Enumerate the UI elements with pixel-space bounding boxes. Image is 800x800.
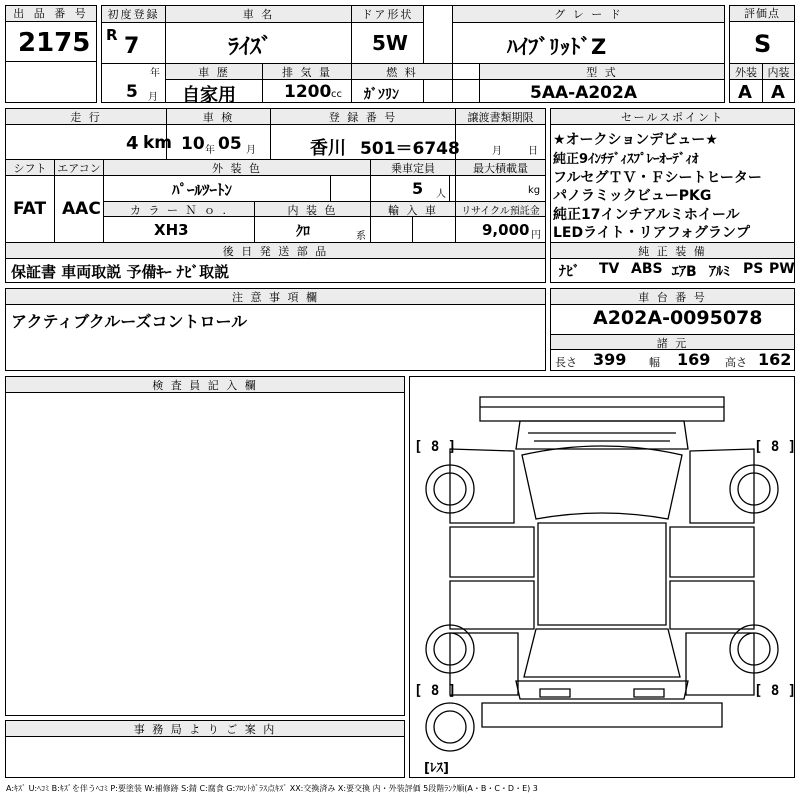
chassis-label: 車 台 番 号 <box>551 289 794 305</box>
equipment-navi: ﾅﾋﾞ <box>559 264 580 280</box>
plate-region: 香川 <box>310 138 346 159</box>
length-label: 長さ <box>555 356 577 369</box>
recycle-amount: 9,000 <box>482 221 530 239</box>
lot-number: 2175 <box>18 28 91 58</box>
import-label: 輸 入 車 <box>371 202 455 216</box>
tire-fr-depth: [ 8 ] <box>754 439 797 455</box>
notes-box <box>5 288 546 371</box>
fuel-label: 燃 料 <box>352 64 452 79</box>
era: R <box>106 26 118 44</box>
equipment-airbag: ｴｱB <box>672 264 697 280</box>
shift-label: シフト <box>6 160 54 175</box>
mileage: 4 <box>126 133 139 154</box>
door-label: ドア形状 <box>352 6 423 23</box>
sales-points-box <box>550 108 795 283</box>
mileage-unit: km <box>143 133 173 153</box>
interior-label: 内装 <box>763 64 794 79</box>
sales-point-3: フルセグＴＶ・Ｆシートヒーター <box>553 170 762 186</box>
vehicle-details-box <box>5 108 546 283</box>
inspector-box <box>5 376 405 716</box>
equipment-pw: PW <box>769 261 795 277</box>
max-load-label: 最大積載量 <box>456 160 545 175</box>
color-no: XH3 <box>154 221 189 239</box>
transfer-label: 譲渡書類期限 <box>456 109 545 125</box>
inspection-year-unit: 年 <box>205 145 215 156</box>
equipment-tv: TV <box>599 261 620 277</box>
ext-color: ﾊﾟｰﾙﾂｰﾄﾝ <box>172 181 233 199</box>
mileage-label: 走 行 <box>6 109 166 125</box>
car-name: ﾗｲｽﾞ <box>228 35 273 60</box>
capacity: 5 <box>412 179 424 198</box>
spare-tire-status: [ﾚｽ] <box>424 757 449 776</box>
sales-point-2: 純正9ｲﾝﾁﾃﾞｨｽﾌﾟﾚｰｵｰﾃﾞｨｵ <box>553 152 699 167</box>
displacement: 1200 <box>284 82 332 102</box>
width-value: 169 <box>677 350 711 369</box>
chassis-number: A202A-0095078 <box>593 307 763 329</box>
capacity-unit: 人 <box>436 189 446 200</box>
dims-label: 諸 元 <box>551 334 794 350</box>
lot-number-label: 出 品 番 号 <box>6 6 96 22</box>
first-reg-year: 7 <box>124 34 140 59</box>
max-load-unit: kg <box>528 185 541 196</box>
model: 5AA-A202A <box>530 83 637 103</box>
deferred-parts: 保証書 車両取説 予備ｷｰ ﾅﾋﾞ取説 <box>11 263 230 281</box>
year-unit: 年 <box>150 68 160 79</box>
sales-points-label: セールスポイント <box>551 109 794 125</box>
width-label: 幅 <box>649 356 660 369</box>
office-label: 事 務 局 よ り ご 案 内 <box>6 721 404 737</box>
sales-point-5: 純正17インチアルミホイール <box>553 207 740 223</box>
first-reg-month: 5 <box>126 82 138 102</box>
score: S <box>754 30 772 58</box>
inspection-year: 10 <box>181 134 205 154</box>
history-label: 車 歴 <box>166 64 262 79</box>
inspector-label: 検 査 員 記 入 欄 <box>6 377 404 393</box>
score-label: 評価点 <box>730 6 794 22</box>
equipment-label: 純 正 装 備 <box>551 242 794 259</box>
fuel: ｶﾞｿﾘﾝ <box>364 87 399 103</box>
plate-number: 501＝6748 <box>360 139 460 159</box>
displacement-label: 排 気 量 <box>263 64 351 79</box>
first-reg-label: 初度登録 <box>102 6 165 23</box>
vehicle-header-box <box>101 5 725 106</box>
color-no-label: カ ラ ー Ｎ ｏ . <box>104 202 254 216</box>
car-diagram-box <box>409 376 795 778</box>
equipment-abs: ABS <box>631 261 663 277</box>
door-type: 5W <box>372 31 408 55</box>
length-value: 399 <box>593 350 627 369</box>
recycle-unit: 円 <box>531 230 541 241</box>
exterior-label: 外装 <box>730 64 762 79</box>
tire-rr-depth: [ 8 ] <box>754 683 797 699</box>
month-unit: 月 <box>148 92 158 103</box>
recycle-label: リサイクル預託金 <box>456 202 545 216</box>
capacity-label: 乗車定員 <box>371 160 455 175</box>
car-diagram <box>410 377 797 777</box>
inspection-label: 車 検 <box>167 109 270 125</box>
grade-label: グ レ ー ド <box>453 6 724 23</box>
chassis-box <box>550 288 795 371</box>
tire-fl-depth: [ 8 ] <box>414 439 457 455</box>
int-color: ｸﾛ <box>296 224 310 240</box>
interior-score: A <box>771 82 785 103</box>
equipment-alloy: ｱﾙﾐ <box>709 264 730 280</box>
deferred-label: 後 日 発 送 部 品 <box>6 243 545 259</box>
car-name-label: 車 名 <box>166 6 351 23</box>
model-label: 型 式 <box>480 64 724 79</box>
height-label: 高さ <box>725 356 747 369</box>
plate-label: 登 録 番 号 <box>271 109 455 125</box>
car-history: 自家用 <box>182 85 236 106</box>
notes-text: アクティブクルーズコントロール <box>11 312 248 331</box>
int-color-label: 内 装 色 <box>255 202 370 216</box>
int-color-unit: 系 <box>356 231 366 242</box>
transfer-day: 日 <box>528 146 538 157</box>
notes-label: 注 意 事 項 欄 <box>6 289 545 305</box>
sales-point-1: ★オークションデビュー★ <box>553 132 718 148</box>
legend-text: A:ｷｽﾞ U:ﾍｺﾐ B:ｷｽﾞを伴うﾍｺﾐ P:要塗装 W:補修跡 S:錆 C:腐食 G:ﾌﾛﾝﾄｶﾞﾗｽ点ｷｽﾞ XX:交換済み X:要交換 内・外装評価 5段階ﾗﾝｸ順(A・B・C・D・E) 3 <box>6 784 538 793</box>
height-value: 162 <box>758 350 792 369</box>
sales-point-4: パノラミックビューPKG <box>553 188 712 204</box>
exterior-score: A <box>738 82 752 103</box>
ac: AAC <box>62 199 101 219</box>
tire-rl-depth: [ 8 ] <box>414 683 457 699</box>
sales-point-6: LEDライト・リアフォグランプ <box>553 225 750 241</box>
ac-label: エアコン <box>55 160 103 175</box>
office-box <box>5 720 405 778</box>
inspection-month-unit: 月 <box>246 145 256 156</box>
grade: ﾊｲﾌﾞﾘｯﾄﾞZ <box>507 35 607 59</box>
displacement-unit: cc <box>331 89 342 100</box>
score-box <box>729 5 795 103</box>
shift: FAT <box>13 199 47 219</box>
inspection-month: 05 <box>218 134 242 154</box>
ext-color-label: 外 装 色 <box>104 160 370 175</box>
equipment-ps: PS <box>743 261 764 277</box>
transfer-month: 月 <box>492 146 502 157</box>
lot-number-box <box>5 5 97 103</box>
